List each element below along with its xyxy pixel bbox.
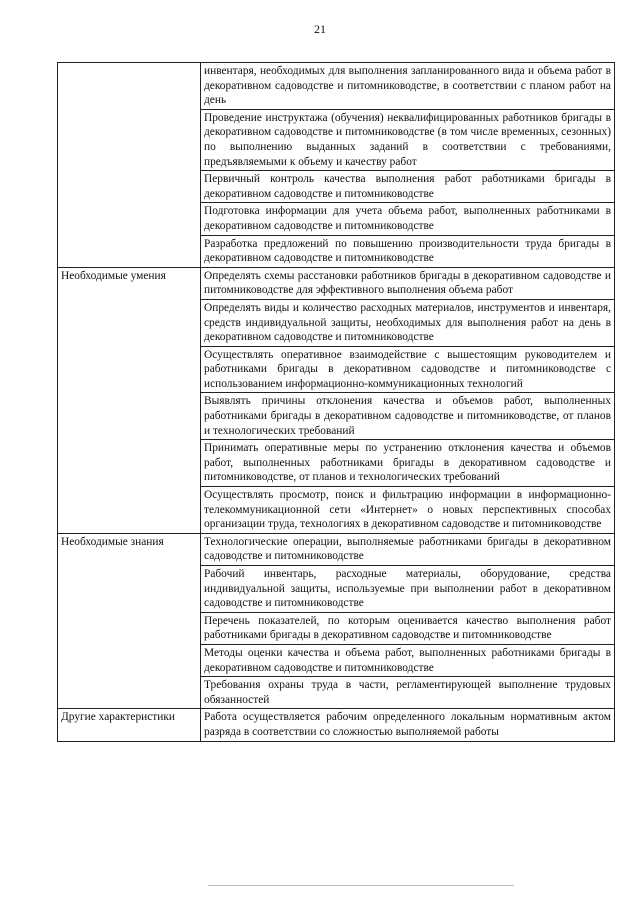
table-row <box>58 533 615 565</box>
row-label-other: Другие характеристики <box>58 709 201 741</box>
table-cell: Работа осуществляется рабочим определенного локальным нормативным актом разряда в соответствии со сложностью выполняемой работы <box>201 709 615 741</box>
row-label <box>58 63 201 268</box>
table-cell: Разработка предложений по повышению производительности труда бригады в декоративном садоводстве и питомниководстве <box>201 235 615 267</box>
table-cell: Выявлять причины отклонения качества и объемов работ, выполненных работниками бригады в декоративном садоводстве и питомниководстве, от планов и технологических требований <box>201 393 615 440</box>
table-cell: Технологические операции, выполняемые работниками бригады в декоративном садоводстве и питомниководстве <box>201 533 615 565</box>
table-cell: инвентаря, необходимых для выполнения запланированного вида и объема работ в декоративном садоводстве и питомниководстве, в соответствии с планом работ на день <box>201 63 615 110</box>
table-row <box>58 63 615 110</box>
table-cell: Проведение инструктажа (обучения) неквалифицированных работников бригады в декоративном садоводстве и питомниководстве (в том числе временных, сезонных) по выполнению выданных заданий в соответствии с требованиями, предъявляемыми к объему и качеству работ <box>201 109 615 170</box>
table-cell: Перечень показателей, по которым оценивается качество выполнения работ работниками бригады в декоративном садоводстве и питомниководстве <box>201 612 615 644</box>
table-cell: Подготовка информации для учета объема работ, выполненных работниками в декоративном садоводстве и питомниководстве <box>201 203 615 235</box>
qualification-table <box>57 62 615 742</box>
row-label-knowledge: Необходимые знания <box>58 533 201 709</box>
table-cell: Рабочий инвентарь, расходные материалы, оборудование, средства индивидуальной защиты, используемые при выполнении работ в декоративном садоводстве и питомниководстве <box>201 566 615 613</box>
table-cell: Осуществлять просмотр, поиск и фильтрацию информации в информационно-телекоммуникационной сети «Интернет» о новых перспективных способах организации труда, технологиях в декоративном садоводстве и питомниководстве <box>201 487 615 534</box>
table-cell: Определять виды и количество расходных материалов, инструментов и инвентаря, средств индивидуальной защиты, необходимых для выполнения работ на день в декоративном садоводстве и питомниководстве <box>201 299 615 346</box>
table-cell: Требования охраны труда в части, регламентирующей выполнение трудовых обязанностей <box>201 677 615 709</box>
table-cell: Определять схемы расстановки работников бригады в декоративном садоводстве и питомниководстве для эффективного выполнения объема работ <box>201 267 615 299</box>
table-row <box>58 709 615 741</box>
table-cell: Осуществлять оперативное взаимодействие с вышестоящим руководителем и работниками бригады в декоративном садоводстве и питомниководстве с использованием информационно-коммуникационных технологий <box>201 346 615 393</box>
row-label-skills: Необходимые умения <box>58 267 201 533</box>
page-number: 21 <box>314 22 326 36</box>
table-cell: Принимать оперативные меры по устранению отклонения качества и объемов работ, выполненных работниками бригады в декоративном садоводстве и питомниководстве, от планов и технологических требований <box>201 440 615 487</box>
table-row <box>58 267 615 299</box>
scan-edge-line <box>208 885 514 886</box>
table-cell: Методы оценки качества и объема работ, выполненных работниками бригады в декоративном садоводстве и питомниководстве <box>201 644 615 676</box>
table-cell: Первичный контроль качества выполнения работ работниками бригады в декоративном садоводстве и питомниководстве <box>201 171 615 203</box>
